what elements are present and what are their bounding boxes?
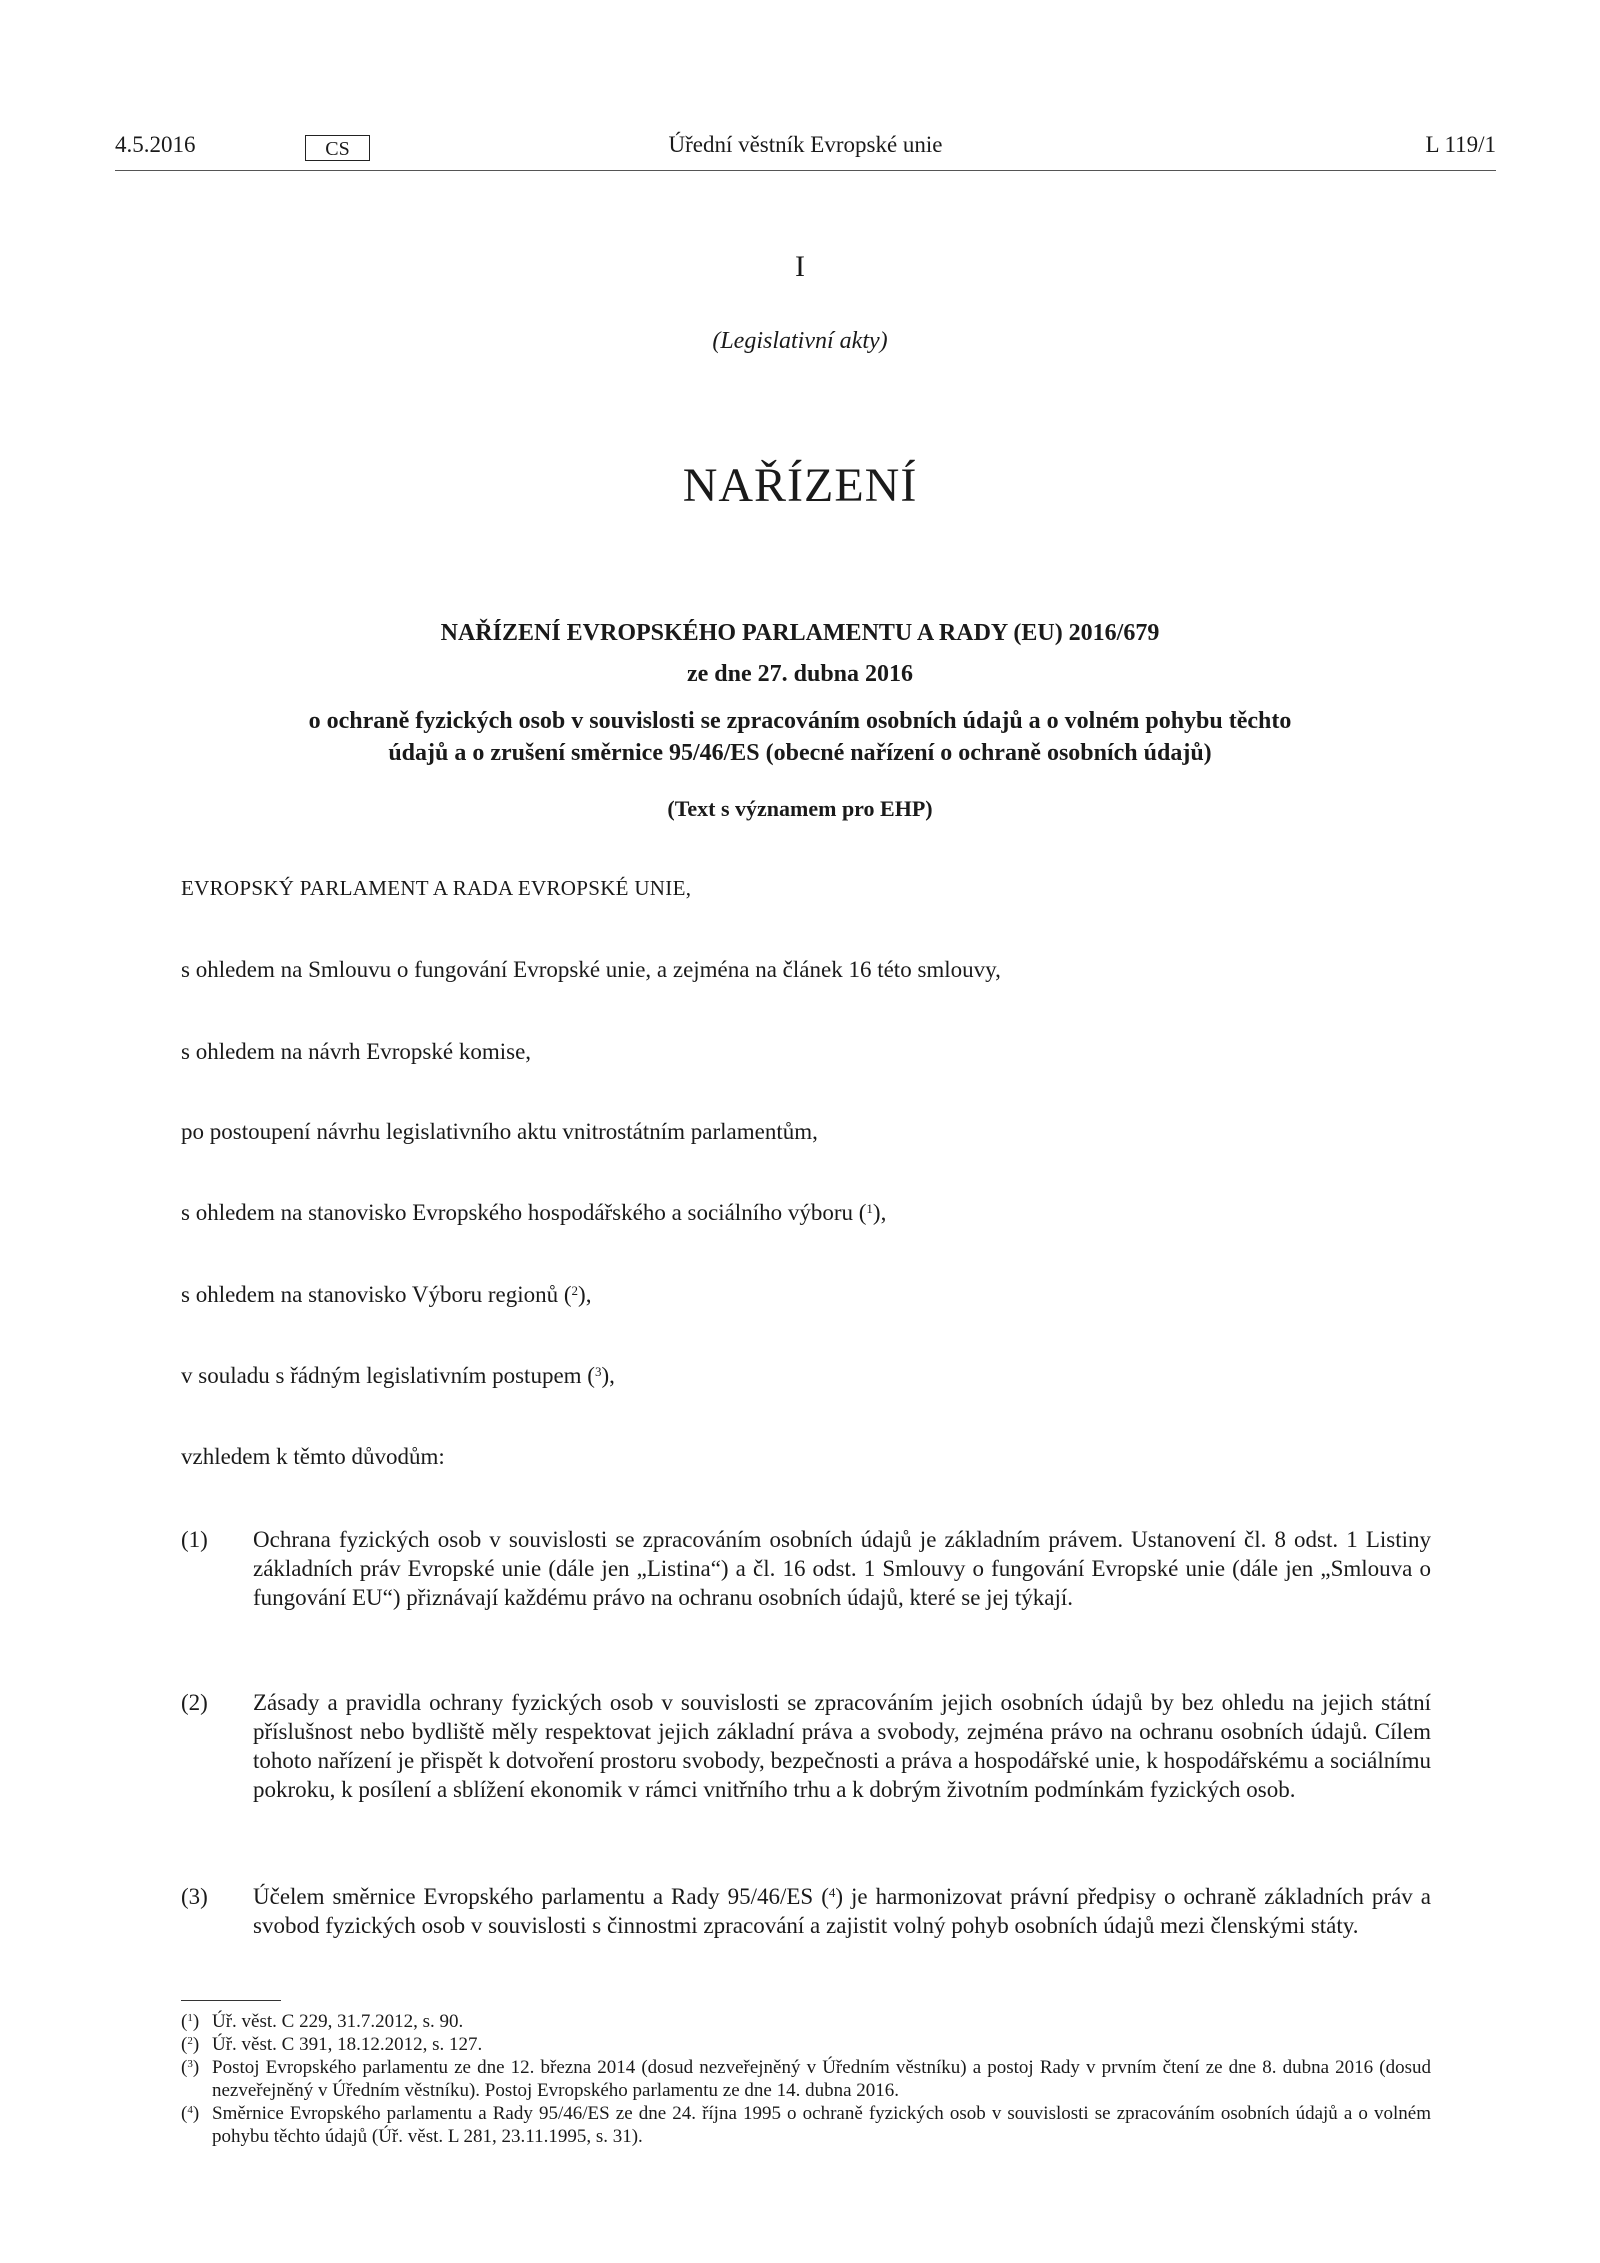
recital-text: Účelem směrnice Evropského parlamentu a Rady 95/46/ES ($^4$) je harmonizovat právní předpisy o ochraně základních práv a svobod fyzických osob v souvislosti s činnostmi zpracování a zajistit volný pohyb osobních údajů mezi členskými státy. <box>253 1884 1431 1938</box>
recital-number: (1) <box>181 1527 208 1552</box>
regulation-subject-line: o ochraně fyzických osob v souvislosti se zpracováním osobních údajů a o volném pohybu těchto <box>308 708 1292 734</box>
publication-date: 4.5.2016 <box>115 132 196 157</box>
language-badge: CS <box>305 135 370 161</box>
footnote-ref[interactable]: 4 <box>828 1885 836 1900</box>
footnote-ref[interactable]: 2 <box>571 1283 579 1298</box>
eea-relevance: (Text s významem pro EHP) <box>667 796 933 821</box>
footnote-text: Postoj Evropského parlamentu ze dne 12. března 2014 (dosud nezveřejněný v Úředním věstníku) a postoj Rady v prvním čtení ze dne 8. dubna 2016 (dosud nezveřejněný v Úředním věstníku). Postoj Evropského parlamentu ze dne 14. dubna 2016. <box>212 2057 1431 2101</box>
citation: v souladu s řádným legislativním postupem ($^3$), <box>181 1363 615 1388</box>
document-type-title: NAŘÍZENÍ <box>682 459 918 512</box>
regulation-subject <box>0 705 1600 769</box>
recital-text: Zásady a pravidla ochrany fyzických osob v souvislosti se zpracováním jejich osobních údajů by bez ohledu na jejich státní příslušnost nebo bydliště měly respektovat jejich základní práva a svobody, zejména právo na ochranu osobních údajů. Cílem tohoto nařízení je přispět k dotvoření prostoru svobody, bezpečnosti a práva a hospodářské unie, k hospodářskému a sociálnímu pokroku, k posílení a sblížení ekonomik v rámci vnitřního trhu a k dobrým životním podmínkám fyzických osob. <box>253 1690 1431 1802</box>
regulation-date: ze dne 27. dubna 2016 <box>686 661 914 687</box>
citation: s ohledem na stanovisko Výboru regionů ($^2$), <box>181 1282 592 1307</box>
footnote: ($^2$) Úř. věst. C 391, 18.12.2012, s. 127. <box>181 2034 483 2055</box>
part-number: I <box>795 250 805 283</box>
citation: s ohledem na Smlouvu o fungování Evropské unie, a zejména na článek 16 této smlouvy, <box>181 957 1001 982</box>
citation: vzhledem k těmto důvodům: <box>181 1444 445 1469</box>
footnote-text: Úř. věst. C 391, 18.12.2012, s. 127. <box>212 2034 483 2055</box>
footnote: ($^3$) Postoj Evropského parlamentu ze dne 12. března 2014 (dosud nezveřejněný v Úředním věstníku) a postoj Rady v prvním čtení ze dne 8. dubna 2016 (dosud nezveřejněný v Úředním věstníku). Postoj Evropského parlamentu ze dne 14. dubna 2016. <box>181 2057 1431 2101</box>
citation: s ohledem na návrh Evropské komise, <box>181 1039 532 1064</box>
recital <box>181 1882 1431 1940</box>
footnote: ($^4$) Směrnice Evropského parlamentu a Rady 95/46/ES ze dne 24. října 1995 o ochraně fyzických osob v souvislosti se zpracováním osobních údajů a o volném pohybu těchto údajů (Úř. věst. L 281, 23.11.1995, s. 31). <box>181 2103 1431 2147</box>
footnote-text: Úř. věst. C 229, 31.7.2012, s. 90. <box>212 2011 464 2032</box>
footnote-mark: 4 <box>187 2104 193 2116</box>
recital <box>181 1525 1431 1612</box>
recital-number: (3) <box>181 1884 208 1909</box>
page-header <box>115 132 1496 171</box>
footnote-mark: 1 <box>187 2012 193 2024</box>
footnote-text: Směrnice Evropského parlamentu a Rady 95/46/ES ze dne 24. října 1995 o ochraně fyzických osob v souvislosti se zpracováním osobních údajů a o volném pohybu těchto údajů (Úř. věst. L 281, 23.11.1995, s. 31). <box>212 2103 1431 2147</box>
footnote: ($^1$) Úř. věst. C 229, 31.7.2012, s. 90. <box>181 2011 464 2032</box>
footnote-divider <box>181 2000 281 2001</box>
footnote-ref[interactable]: 1 <box>866 1201 873 1216</box>
recital <box>181 1688 1431 1804</box>
recital-text: Ochrana fyzických osob v souvislosti se zpracováním osobních údajů je základním právem. Ustanovení čl. 8 odst. 1 Listiny základních práv Evropské unie (dále jen „Listina“) a čl. 16 odst. 1 Smlouvy o fungování Evropské unie (dále jen „Smlouva o fungování EU“) přiznávají každému právo na ochranu osobních údajů, které se jej týkají. <box>253 1527 1431 1610</box>
citation: s ohledem na stanovisko Evropského hospodářského a sociálního výboru ($^1$), <box>181 1200 887 1225</box>
page-reference: L 119/1 <box>1425 132 1496 157</box>
footnote-mark: 3 <box>187 2058 193 2070</box>
citation: po postoupení návrhu legislativního aktu vnitrostátním parlamentům, <box>181 1119 818 1144</box>
regulation-title: NAŘÍZENÍ EVROPSKÉHO PARLAMENTU A RADY (EU) 2016/679 <box>440 620 1160 646</box>
preamble-institutions: EVROPSKÝ PARLAMENT A RADA EVROPSKÉ UNIE, <box>181 876 692 900</box>
recital-number: (2) <box>181 1690 208 1715</box>
footnote-mark: 2 <box>187 2035 193 2047</box>
regulation-subject-line: údajů a o zrušení směrnice 95/46/ES (obecné nařízení o ochraně osobních údajů) <box>388 740 1212 766</box>
journal-name: Úřední věstník Evropské unie <box>668 132 943 157</box>
footnotes <box>181 2010 1431 2148</box>
category-label: (Legislativní akty) <box>712 328 888 354</box>
footnote-ref[interactable]: 3 <box>594 1364 602 1379</box>
